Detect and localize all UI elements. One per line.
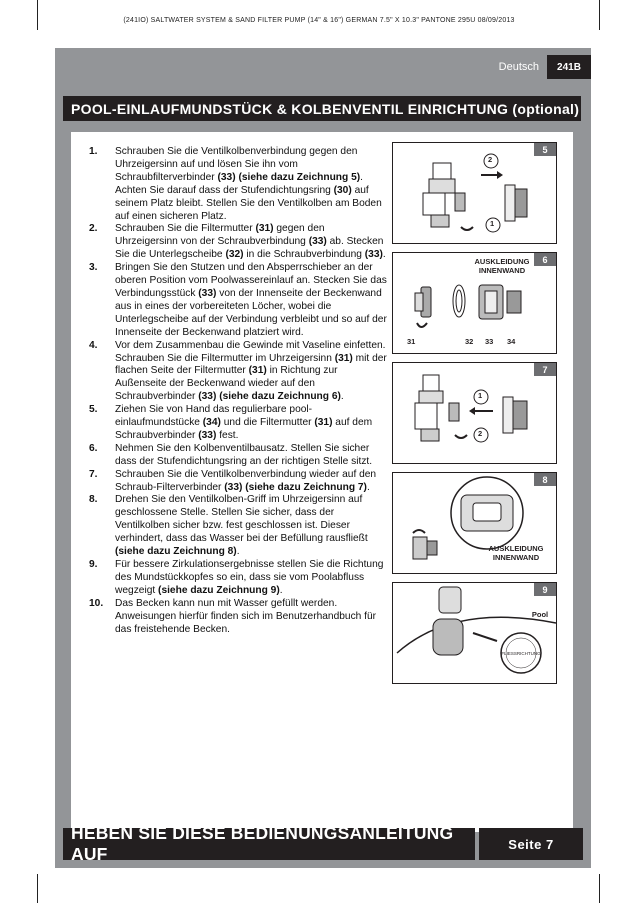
- language-label: Deutsch: [498, 61, 539, 73]
- instruction-step: [71, 559, 389, 598]
- step-marker-1: 1: [490, 219, 495, 228]
- step-text: Schrauben Sie die Ventilkolbenverbindung gegen den Uhrzeigersinn auf und lösen Sie ihn vom Schraubfilterverbinder: [115, 146, 358, 183]
- step-text: mit der flachen Seite der Filtermutter: [115, 352, 387, 377]
- page-code-badge: 241B: [547, 55, 591, 79]
- instruction-step: [71, 443, 389, 469]
- step-text: fest.: [216, 429, 239, 441]
- step-number: 10.: [89, 597, 104, 609]
- step-reference: (31): [248, 365, 267, 377]
- part-number-34: 34: [507, 337, 516, 346]
- step-reference: (33) (siehe dazu Zeichnung 7): [224, 481, 367, 493]
- step-text: Für bessere Zirkulationsergebnisse stellen Sie die Richtung des Mundstückkopfes so ein, dass sie vom Poolabfluss wegzeigt: [115, 559, 384, 596]
- liner-label: AUSKLEIDUNG INNENWAND: [474, 257, 530, 275]
- step-text: .: [279, 584, 283, 596]
- page-number: Seite 7: [479, 828, 583, 860]
- step-number: 6.: [89, 442, 98, 454]
- instruction-step: [71, 469, 389, 495]
- figure-number: 6: [534, 253, 556, 266]
- figure-6: [392, 252, 557, 354]
- step-reference: (32): [225, 249, 244, 261]
- step-number: 8.: [89, 494, 98, 506]
- part-number-33: 33: [485, 337, 494, 346]
- step-marker-1: 1: [478, 391, 483, 400]
- valve-attach-illustration: [393, 363, 556, 463]
- step-text: .: [366, 481, 370, 493]
- step-number: 9.: [89, 559, 98, 570]
- figure-9: [392, 582, 557, 684]
- instruction-step: [71, 340, 389, 405]
- footer-title: HEBEN SIE DIESE BEDIENUNGSANLEITUNG AUF: [63, 828, 475, 860]
- figure-number: 5: [534, 143, 556, 156]
- step-text: .: [340, 391, 344, 403]
- step-number: 1.: [89, 146, 98, 157]
- figure-number: 7: [534, 363, 556, 376]
- step-reference: (31): [334, 352, 353, 364]
- valve-detach-illustration: [393, 143, 556, 243]
- instruction-list: [71, 146, 389, 636]
- section-title: POOL-EINLAUFMUNDSTÜCK & KOLBENVENTIL EINRICHTUNG (optional): [63, 96, 581, 121]
- step-number: 5.: [89, 404, 98, 416]
- step-number: 2.: [89, 223, 98, 235]
- pool-label: Pool: [531, 610, 549, 619]
- part-number-32: 32: [465, 337, 474, 346]
- step-text: Bringen Sie den Stutzen und den Absperrschieber an der oberen Position vom Poolwassereinlauf an. Stecken Sie das Verbindungsstück: [115, 262, 387, 299]
- step-text: und die Filtermutter: [220, 417, 315, 429]
- step-text: .: [236, 546, 240, 558]
- crop-mark-bl-v: [37, 874, 38, 903]
- content-area: [71, 132, 573, 832]
- instruction-step: [71, 146, 389, 223]
- crop-mark-tl-v: [37, 0, 38, 30]
- step-reference: (30): [333, 184, 352, 196]
- footer: [63, 823, 583, 864]
- step-text: Vor dem Zusammenbau die Gewinde mit Vaseline einfetten. Schrauben Sie die Filtermutter im Uhrzeigersinn: [115, 339, 386, 364]
- step-text: Schrauben Sie die Filtermutter: [115, 223, 256, 235]
- figure-number: 9: [534, 583, 556, 596]
- page-panel: [55, 48, 591, 868]
- step-reference: (33): [308, 236, 327, 248]
- step-text: Das Becken kann nun mit Wasser gefüllt werden. Anweisungen hierfür finden sich im Benutzerhandbuch für das freistehende Becken.: [115, 597, 377, 635]
- step-reference: (31): [314, 417, 333, 429]
- instruction-step: [71, 404, 389, 443]
- step-text: auf seinem Platz bleibt. Stellen Sie den Ventilkolben am Boden auf einen sicheren Platz.: [115, 184, 382, 222]
- part-number-31: 31: [407, 337, 416, 346]
- instruction-step: [71, 262, 389, 339]
- step-text: in Richtung zur Außenseite der Beckenwand wieder auf den Schraubverbinder: [115, 365, 338, 403]
- step-number: 3.: [89, 262, 98, 274]
- step-reference: (33): [364, 249, 383, 261]
- figure-7: [392, 362, 557, 464]
- flow-direction-label: FLIESSRICHTUNG: [501, 651, 541, 656]
- step-reference: (siehe dazu Zeichnung 9): [158, 584, 280, 596]
- instruction-step: [71, 223, 389, 262]
- step-text: . Achten Sie darauf dass der Stufendichtungsring: [115, 171, 363, 196]
- instruction-step: [71, 598, 389, 637]
- step-reference: (31): [255, 223, 274, 235]
- step-reference: (34): [202, 417, 221, 429]
- step-text: von der Innenseite der Beckenwand aus in eines der vorbereiteten Löcher, wobei die Unterlegscheibe auf der Verbindung verbleibt und so auf der Innenseite der Beckenwand platziert wird.: [115, 287, 387, 338]
- step-marker-2: 2: [488, 155, 493, 164]
- step-reference: (33): [198, 429, 217, 441]
- step-text: Drehen Sie den Ventilkolben-Griff im Uhrzeigersinn auf geschlossene Stelle. Stellen Sie sicher, dass der Ventilkolben sicher bzw. fest geschlossen ist. Dieser verhindert, dass das Wasser bei der Befüllung rausfließt: [115, 494, 368, 545]
- step-text: ab. Stecken Sie die Unterlegscheibe: [115, 236, 384, 261]
- step-reference: (33): [198, 287, 217, 299]
- nozzle-direction-illustration: [393, 583, 556, 683]
- step-text: Ziehen Sie von Hand das regulierbare pool-einlaufmundstücke: [115, 404, 313, 429]
- step-text: Nehmen Sie den Kolbenventilbausatz. Stellen Sie sicher dass der Stufendichtungsring an der richtigen Stelle sitzt.: [115, 442, 373, 467]
- liner-label: AUSKLEIDUNG INNENWAND: [488, 544, 544, 562]
- step-text: Schrauben Sie die Ventilkolbenverbindung wieder auf den Schraub-Filterverbinder: [115, 468, 377, 493]
- step-number: 4.: [89, 339, 98, 351]
- step-text: auf dem Schraubverbinder: [115, 417, 373, 441]
- crop-mark-br-v: [599, 874, 600, 903]
- figure-8: [392, 472, 557, 574]
- step-reference: (siehe dazu Zeichnung 8): [115, 546, 237, 558]
- step-reference: (33) (siehe dazu Zeichnung 6): [198, 391, 341, 403]
- crop-mark-tr-v: [599, 0, 600, 30]
- step-text: .: [382, 249, 386, 261]
- step-text: gegen den Uhrzeigersinn von der Schraubverbindung: [115, 223, 325, 248]
- figure-number: 8: [534, 473, 556, 486]
- figure-5: [392, 142, 557, 244]
- instruction-step: [71, 494, 389, 559]
- step-number: 7.: [89, 468, 98, 480]
- step-marker-2: 2: [478, 429, 483, 438]
- print-info: (241IO) SALTWATER SYSTEM & SAND FILTER PUMP (14" & 16") GERMAN 7.5" X 10.3" PANTONE 295U 08/09/2013: [123, 17, 515, 24]
- step-reference: (33) (siehe dazu Zeichnung 5): [217, 171, 361, 183]
- step-text: in die Schraubverbindung: [243, 249, 365, 261]
